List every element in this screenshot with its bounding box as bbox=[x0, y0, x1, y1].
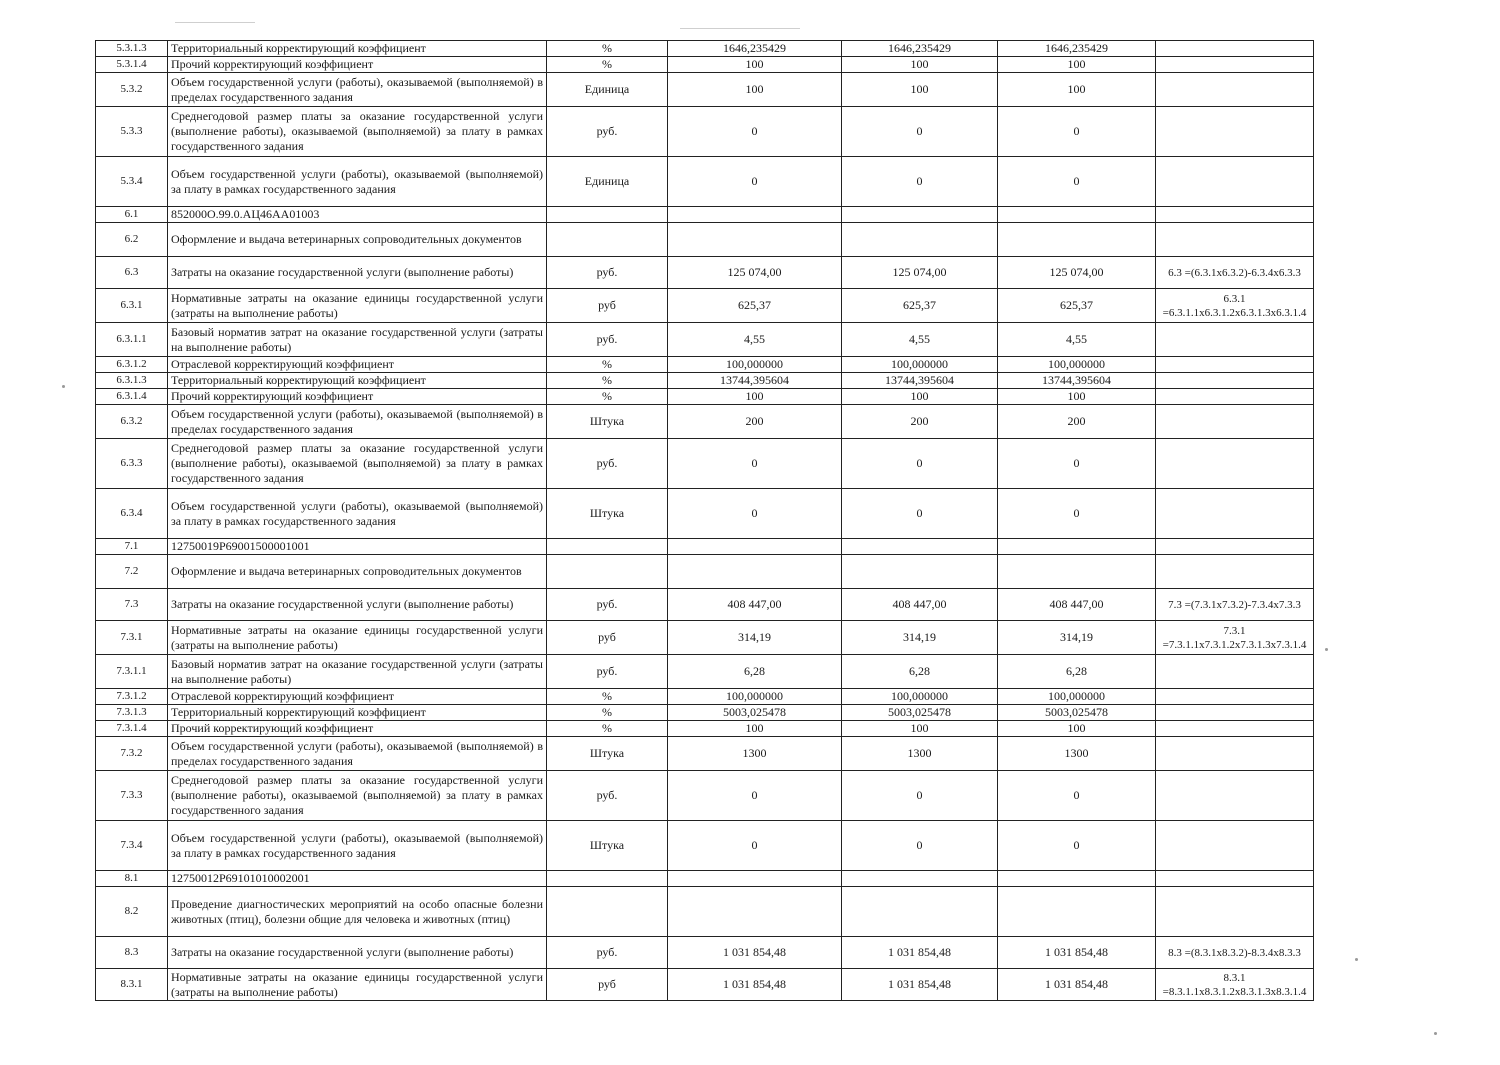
row-name-cell: Базовый норматив затрат на оказание государственной услуги (затраты на выполнение работы) bbox=[168, 323, 547, 357]
row-unit-cell: руб bbox=[547, 289, 668, 323]
row-formula-cell bbox=[1156, 157, 1314, 207]
table-row bbox=[96, 157, 1314, 207]
row-value-year3-cell bbox=[998, 871, 1156, 887]
row-unit-cell: % bbox=[547, 721, 668, 737]
row-value-year1-cell: 0 bbox=[668, 821, 842, 871]
row-formula-cell bbox=[1156, 689, 1314, 705]
row-value-year3-cell: 5003,025478 bbox=[998, 705, 1156, 721]
row-formula-cell bbox=[1156, 737, 1314, 771]
row-name-cell: Отраслевой корректирующий коэффициент bbox=[168, 357, 547, 373]
row-value-year2-cell: 6,28 bbox=[842, 655, 998, 689]
row-formula-cell bbox=[1156, 323, 1314, 357]
row-value-year3-cell bbox=[998, 223, 1156, 257]
table-row bbox=[96, 555, 1314, 589]
row-number-cell: 6.3 bbox=[96, 257, 168, 289]
row-value-year3-cell: 625,37 bbox=[998, 289, 1156, 323]
row-value-year1-cell: 100 bbox=[668, 389, 842, 405]
table-row bbox=[96, 887, 1314, 937]
row-value-year3-cell: 200 bbox=[998, 405, 1156, 439]
row-name-cell: Территориальный корректирующий коэффициент bbox=[168, 705, 547, 721]
row-unit-cell: руб bbox=[547, 969, 668, 1001]
row-number-cell: 7.3.1.3 bbox=[96, 705, 168, 721]
row-value-year2-cell: 100 bbox=[842, 57, 998, 73]
row-formula-cell bbox=[1156, 389, 1314, 405]
row-number-cell: 7.2 bbox=[96, 555, 168, 589]
scan-artifact-speck bbox=[1355, 958, 1358, 961]
row-value-year3-cell: 100 bbox=[998, 721, 1156, 737]
row-value-year3-cell: 314,19 bbox=[998, 621, 1156, 655]
row-formula-cell bbox=[1156, 73, 1314, 107]
table-row bbox=[96, 937, 1314, 969]
row-unit-cell bbox=[547, 887, 668, 937]
row-number-cell: 7.3 bbox=[96, 589, 168, 621]
row-value-year3-cell bbox=[998, 207, 1156, 223]
row-name-cell: Нормативные затраты на оказание единицы государственной услуги (затраты на выполнение работы) bbox=[168, 621, 547, 655]
row-formula-cell: 6.3.1 =6.3.1.1x6.3.1.2x6.3.1.3x6.3.1.4 bbox=[1156, 289, 1314, 323]
row-number-cell: 7.3.1 bbox=[96, 621, 168, 655]
row-unit-cell: % bbox=[547, 57, 668, 73]
row-value-year3-cell: 0 bbox=[998, 107, 1156, 157]
row-value-year2-cell: 314,19 bbox=[842, 621, 998, 655]
row-value-year1-cell: 1 031 854,48 bbox=[668, 937, 842, 969]
row-value-year3-cell: 4,55 bbox=[998, 323, 1156, 357]
row-value-year3-cell bbox=[998, 539, 1156, 555]
row-formula-cell bbox=[1156, 489, 1314, 539]
row-name-cell: Затраты на оказание государственной услуги (выполнение работы) bbox=[168, 257, 547, 289]
row-name-cell: Отраслевой корректирующий коэффициент bbox=[168, 689, 547, 705]
row-number-cell: 6.3.1 bbox=[96, 289, 168, 323]
row-name-cell: Проведение диагностических мероприятий на особо опасные болезни животных (птиц), болезни общие для человека и животных (птиц) bbox=[168, 887, 547, 937]
row-formula-cell: 8.3 =(8.3.1x8.3.2)-8.3.4x8.3.3 bbox=[1156, 937, 1314, 969]
row-value-year1-cell: 1300 bbox=[668, 737, 842, 771]
row-value-year2-cell: 200 bbox=[842, 405, 998, 439]
scan-artifact-line bbox=[175, 22, 255, 23]
row-unit-cell: % bbox=[547, 357, 668, 373]
row-name-cell: Базовый норматив затрат на оказание государственной услуги (затраты на выполнение работы) bbox=[168, 655, 547, 689]
table-row bbox=[96, 323, 1314, 357]
table-row bbox=[96, 621, 1314, 655]
row-number-cell: 8.2 bbox=[96, 887, 168, 937]
row-value-year1-cell: 0 bbox=[668, 439, 842, 489]
table-row bbox=[96, 737, 1314, 771]
row-value-year2-cell: 13744,395604 bbox=[842, 373, 998, 389]
scan-artifact-speck bbox=[1325, 648, 1328, 651]
row-formula-cell bbox=[1156, 555, 1314, 589]
row-value-year3-cell bbox=[998, 887, 1156, 937]
row-value-year2-cell bbox=[842, 539, 998, 555]
row-value-year3-cell: 100 bbox=[998, 57, 1156, 73]
row-number-cell: 6.3.1.2 bbox=[96, 357, 168, 373]
table-row bbox=[96, 689, 1314, 705]
row-name-cell: Прочий корректирующий коэффициент bbox=[168, 389, 547, 405]
row-number-cell: 6.3.1.1 bbox=[96, 323, 168, 357]
row-number-cell: 6.2 bbox=[96, 223, 168, 257]
row-formula-cell bbox=[1156, 207, 1314, 223]
row-value-year2-cell: 408 447,00 bbox=[842, 589, 998, 621]
table-row bbox=[96, 655, 1314, 689]
row-value-year2-cell: 0 bbox=[842, 771, 998, 821]
table-row bbox=[96, 207, 1314, 223]
row-value-year1-cell: 6,28 bbox=[668, 655, 842, 689]
table-row bbox=[96, 539, 1314, 555]
row-name-cell: Прочий корректирующий коэффициент bbox=[168, 57, 547, 73]
row-unit-cell: руб. bbox=[547, 323, 668, 357]
row-value-year2-cell bbox=[842, 887, 998, 937]
row-name-cell: Нормативные затраты на оказание единицы государственной услуги (затраты на выполнение работы) bbox=[168, 969, 547, 1001]
row-value-year1-cell bbox=[668, 871, 842, 887]
row-value-year1-cell bbox=[668, 887, 842, 937]
row-value-year1-cell: 200 bbox=[668, 405, 842, 439]
row-value-year2-cell: 625,37 bbox=[842, 289, 998, 323]
row-unit-cell: Единица bbox=[547, 73, 668, 107]
row-formula-cell bbox=[1156, 107, 1314, 157]
row-unit-cell: % bbox=[547, 41, 668, 57]
row-formula-cell bbox=[1156, 57, 1314, 73]
row-value-year1-cell: 1 031 854,48 bbox=[668, 969, 842, 1001]
row-name-cell: Затраты на оказание государственной услуги (выполнение работы) bbox=[168, 589, 547, 621]
row-number-cell: 7.3.2 bbox=[96, 737, 168, 771]
row-unit-cell bbox=[547, 871, 668, 887]
row-unit-cell: руб. bbox=[547, 589, 668, 621]
row-formula-cell bbox=[1156, 721, 1314, 737]
row-formula-cell bbox=[1156, 223, 1314, 257]
table-row bbox=[96, 705, 1314, 721]
row-number-cell: 6.3.1.4 bbox=[96, 389, 168, 405]
table-row bbox=[96, 405, 1314, 439]
row-value-year2-cell: 100 bbox=[842, 721, 998, 737]
row-value-year2-cell: 1 031 854,48 bbox=[842, 937, 998, 969]
table-row bbox=[96, 389, 1314, 405]
table-row bbox=[96, 73, 1314, 107]
row-unit-cell bbox=[547, 539, 668, 555]
row-value-year1-cell: 625,37 bbox=[668, 289, 842, 323]
row-value-year1-cell: 100 bbox=[668, 57, 842, 73]
row-value-year2-cell: 0 bbox=[842, 821, 998, 871]
table-row bbox=[96, 589, 1314, 621]
row-value-year3-cell: 1 031 854,48 bbox=[998, 969, 1156, 1001]
row-value-year2-cell: 1646,235429 bbox=[842, 41, 998, 57]
row-formula-cell bbox=[1156, 373, 1314, 389]
row-formula-cell bbox=[1156, 41, 1314, 57]
row-unit-cell: руб. bbox=[547, 107, 668, 157]
row-value-year1-cell: 5003,025478 bbox=[668, 705, 842, 721]
row-name-cell: Среднегодовой размер платы за оказание государственной услуги (выполнение работы), оказываемой (выполняемой) за плату в рамках государственного задания bbox=[168, 439, 547, 489]
row-value-year2-cell: 0 bbox=[842, 439, 998, 489]
row-name-cell: Среднегодовой размер платы за оказание государственной услуги (выполнение работы), оказываемой (выполняемой) за плату в рамках государственного задания bbox=[168, 107, 547, 157]
row-name-cell: Нормативные затраты на оказание единицы государственной услуги (затраты на выполнение работы) bbox=[168, 289, 547, 323]
row-value-year3-cell: 125 074,00 bbox=[998, 257, 1156, 289]
row-number-cell: 5.3.1.4 bbox=[96, 57, 168, 73]
row-name-cell: Затраты на оказание государственной услуги (выполнение работы) bbox=[168, 937, 547, 969]
row-number-cell: 7.3.3 bbox=[96, 771, 168, 821]
table-row bbox=[96, 257, 1314, 289]
row-value-year1-cell bbox=[668, 539, 842, 555]
row-unit-cell: руб. bbox=[547, 937, 668, 969]
row-value-year2-cell: 100 bbox=[842, 389, 998, 405]
table-row bbox=[96, 871, 1314, 887]
row-value-year2-cell: 4,55 bbox=[842, 323, 998, 357]
row-number-cell: 7.3.1.1 bbox=[96, 655, 168, 689]
table-row bbox=[96, 41, 1314, 57]
table-row bbox=[96, 57, 1314, 73]
row-number-cell: 6.3.4 bbox=[96, 489, 168, 539]
row-name-cell: Объем государственной услуги (работы), оказываемой (выполняемой) в пределах государственного задания bbox=[168, 737, 547, 771]
row-number-cell: 5.3.1.3 bbox=[96, 41, 168, 57]
scan-artifact-speck bbox=[62, 385, 65, 388]
row-unit-cell bbox=[547, 223, 668, 257]
row-unit-cell: Штука bbox=[547, 821, 668, 871]
row-value-year2-cell: 0 bbox=[842, 157, 998, 207]
row-formula-cell bbox=[1156, 405, 1314, 439]
row-name-cell: Объем государственной услуги (работы), оказываемой (выполняемой) в пределах государственного задания bbox=[168, 73, 547, 107]
row-number-cell: 6.1 bbox=[96, 207, 168, 223]
table-row bbox=[96, 721, 1314, 737]
row-number-cell: 6.3.3 bbox=[96, 439, 168, 489]
row-value-year3-cell: 1646,235429 bbox=[998, 41, 1156, 57]
row-number-cell: 8.3.1 bbox=[96, 969, 168, 1001]
row-value-year1-cell bbox=[668, 555, 842, 589]
row-value-year2-cell: 0 bbox=[842, 107, 998, 157]
row-unit-cell: % bbox=[547, 373, 668, 389]
row-number-cell: 5.3.2 bbox=[96, 73, 168, 107]
row-value-year1-cell: 100 bbox=[668, 721, 842, 737]
row-value-year2-cell: 0 bbox=[842, 489, 998, 539]
row-unit-cell: Единица bbox=[547, 157, 668, 207]
row-value-year2-cell: 125 074,00 bbox=[842, 257, 998, 289]
row-formula-cell bbox=[1156, 655, 1314, 689]
row-name-cell: 12750012Р69101010002001 bbox=[168, 871, 547, 887]
row-value-year1-cell: 100 bbox=[668, 73, 842, 107]
table-row bbox=[96, 289, 1314, 323]
row-formula-cell bbox=[1156, 539, 1314, 555]
row-name-cell: Среднегодовой размер платы за оказание государственной услуги (выполнение работы), оказываемой (выполняемой) за плату в рамках государственного задания bbox=[168, 771, 547, 821]
table-row bbox=[96, 107, 1314, 157]
row-value-year1-cell: 1646,235429 bbox=[668, 41, 842, 57]
row-formula-cell bbox=[1156, 821, 1314, 871]
row-value-year2-cell: 5003,025478 bbox=[842, 705, 998, 721]
row-value-year3-cell: 100,000000 bbox=[998, 689, 1156, 705]
row-value-year2-cell: 1300 bbox=[842, 737, 998, 771]
row-value-year1-cell: 314,19 bbox=[668, 621, 842, 655]
row-formula-cell bbox=[1156, 887, 1314, 937]
table-row bbox=[96, 821, 1314, 871]
row-number-cell: 7.3.4 bbox=[96, 821, 168, 871]
row-number-cell: 8.1 bbox=[96, 871, 168, 887]
row-formula-cell bbox=[1156, 705, 1314, 721]
cost-calculation-table bbox=[95, 40, 1314, 1001]
row-unit-cell bbox=[547, 207, 668, 223]
row-unit-cell: руб bbox=[547, 621, 668, 655]
row-value-year1-cell bbox=[668, 223, 842, 257]
row-name-cell: Территориальный корректирующий коэффициент bbox=[168, 41, 547, 57]
row-name-cell: Оформление и выдача ветеринарных сопроводительных документов bbox=[168, 223, 547, 257]
row-number-cell: 7.1 bbox=[96, 539, 168, 555]
row-value-year3-cell: 100 bbox=[998, 389, 1156, 405]
table-row bbox=[96, 223, 1314, 257]
row-unit-cell: руб. bbox=[547, 655, 668, 689]
row-value-year1-cell: 0 bbox=[668, 489, 842, 539]
row-formula-cell: 6.3 =(6.3.1x6.3.2)-6.3.4x6.3.3 bbox=[1156, 257, 1314, 289]
table-row bbox=[96, 969, 1314, 1001]
row-value-year2-cell: 100 bbox=[842, 73, 998, 107]
table-row bbox=[96, 771, 1314, 821]
table-row bbox=[96, 489, 1314, 539]
row-value-year1-cell: 100,000000 bbox=[668, 357, 842, 373]
row-value-year3-cell: 100 bbox=[998, 73, 1156, 107]
row-value-year2-cell bbox=[842, 207, 998, 223]
row-formula-cell: 7.3 =(7.3.1x7.3.2)-7.3.4x7.3.3 bbox=[1156, 589, 1314, 621]
table-row bbox=[96, 373, 1314, 389]
row-value-year3-cell: 1 031 854,48 bbox=[998, 937, 1156, 969]
row-unit-cell: руб. bbox=[547, 257, 668, 289]
row-unit-cell: руб. bbox=[547, 771, 668, 821]
row-value-year1-cell: 0 bbox=[668, 771, 842, 821]
row-value-year3-cell: 6,28 bbox=[998, 655, 1156, 689]
row-name-cell: Территориальный корректирующий коэффициент bbox=[168, 373, 547, 389]
row-value-year2-cell bbox=[842, 223, 998, 257]
row-value-year3-cell: 0 bbox=[998, 157, 1156, 207]
row-value-year1-cell: 408 447,00 bbox=[668, 589, 842, 621]
row-name-cell: Оформление и выдача ветеринарных сопроводительных документов bbox=[168, 555, 547, 589]
row-number-cell: 8.3 bbox=[96, 937, 168, 969]
row-name-cell: 12750019Р69001500001001 bbox=[168, 539, 547, 555]
table-row bbox=[96, 357, 1314, 373]
row-value-year3-cell: 1300 bbox=[998, 737, 1156, 771]
row-value-year3-cell: 100,000000 bbox=[998, 357, 1156, 373]
row-value-year2-cell bbox=[842, 871, 998, 887]
row-name-cell: 852000О.99.0.АЦ46АА01003 bbox=[168, 207, 547, 223]
row-name-cell: Объем государственной услуги (работы), оказываемой (выполняемой) за плату в рамках государственного задания bbox=[168, 821, 547, 871]
row-value-year2-cell bbox=[842, 555, 998, 589]
row-formula-cell bbox=[1156, 357, 1314, 373]
row-value-year1-cell: 125 074,00 bbox=[668, 257, 842, 289]
row-unit-cell: % bbox=[547, 389, 668, 405]
row-unit-cell: % bbox=[547, 705, 668, 721]
row-value-year1-cell: 13744,395604 bbox=[668, 373, 842, 389]
row-number-cell: 5.3.3 bbox=[96, 107, 168, 157]
row-unit-cell: Штука bbox=[547, 489, 668, 539]
row-value-year3-cell: 0 bbox=[998, 771, 1156, 821]
table-row bbox=[96, 439, 1314, 489]
row-unit-cell: Штука bbox=[547, 737, 668, 771]
row-name-cell: Прочий корректирующий коэффициент bbox=[168, 721, 547, 737]
row-value-year2-cell: 1 031 854,48 bbox=[842, 969, 998, 1001]
row-value-year1-cell: 0 bbox=[668, 157, 842, 207]
row-number-cell: 6.3.1.3 bbox=[96, 373, 168, 389]
row-number-cell: 5.3.4 bbox=[96, 157, 168, 207]
scan-artifact-line bbox=[680, 28, 800, 29]
row-value-year3-cell: 0 bbox=[998, 489, 1156, 539]
row-name-cell: Объем государственной услуги (работы), оказываемой (выполняемой) за плату в рамках государственного задания bbox=[168, 157, 547, 207]
table-body bbox=[96, 41, 1314, 1001]
row-value-year2-cell: 100,000000 bbox=[842, 689, 998, 705]
row-value-year3-cell bbox=[998, 555, 1156, 589]
row-number-cell: 7.3.1.4 bbox=[96, 721, 168, 737]
row-unit-cell: Штука bbox=[547, 405, 668, 439]
row-value-year2-cell: 100,000000 bbox=[842, 357, 998, 373]
row-value-year3-cell: 408 447,00 bbox=[998, 589, 1156, 621]
row-value-year3-cell: 0 bbox=[998, 821, 1156, 871]
row-value-year3-cell: 0 bbox=[998, 439, 1156, 489]
row-formula-cell bbox=[1156, 771, 1314, 821]
row-number-cell: 6.3.2 bbox=[96, 405, 168, 439]
row-unit-cell bbox=[547, 555, 668, 589]
row-value-year1-cell bbox=[668, 207, 842, 223]
row-name-cell: Объем государственной услуги (работы), оказываемой (выполняемой) за плату в рамках государственного задания bbox=[168, 489, 547, 539]
row-unit-cell: % bbox=[547, 689, 668, 705]
row-formula-cell bbox=[1156, 439, 1314, 489]
row-formula-cell: 8.3.1 =8.3.1.1x8.3.1.2x8.3.1.3x8.3.1.4 bbox=[1156, 969, 1314, 1001]
row-number-cell: 7.3.1.2 bbox=[96, 689, 168, 705]
scan-artifact-speck bbox=[1434, 1032, 1437, 1035]
row-value-year1-cell: 100,000000 bbox=[668, 689, 842, 705]
row-value-year1-cell: 0 bbox=[668, 107, 842, 157]
row-formula-cell: 7.3.1 =7.3.1.1x7.3.1.2x7.3.1.3x7.3.1.4 bbox=[1156, 621, 1314, 655]
row-formula-cell bbox=[1156, 871, 1314, 887]
row-value-year3-cell: 13744,395604 bbox=[998, 373, 1156, 389]
row-value-year1-cell: 4,55 bbox=[668, 323, 842, 357]
row-name-cell: Объем государственной услуги (работы), оказываемой (выполняемой) в пределах государственного задания bbox=[168, 405, 547, 439]
row-unit-cell: руб. bbox=[547, 439, 668, 489]
